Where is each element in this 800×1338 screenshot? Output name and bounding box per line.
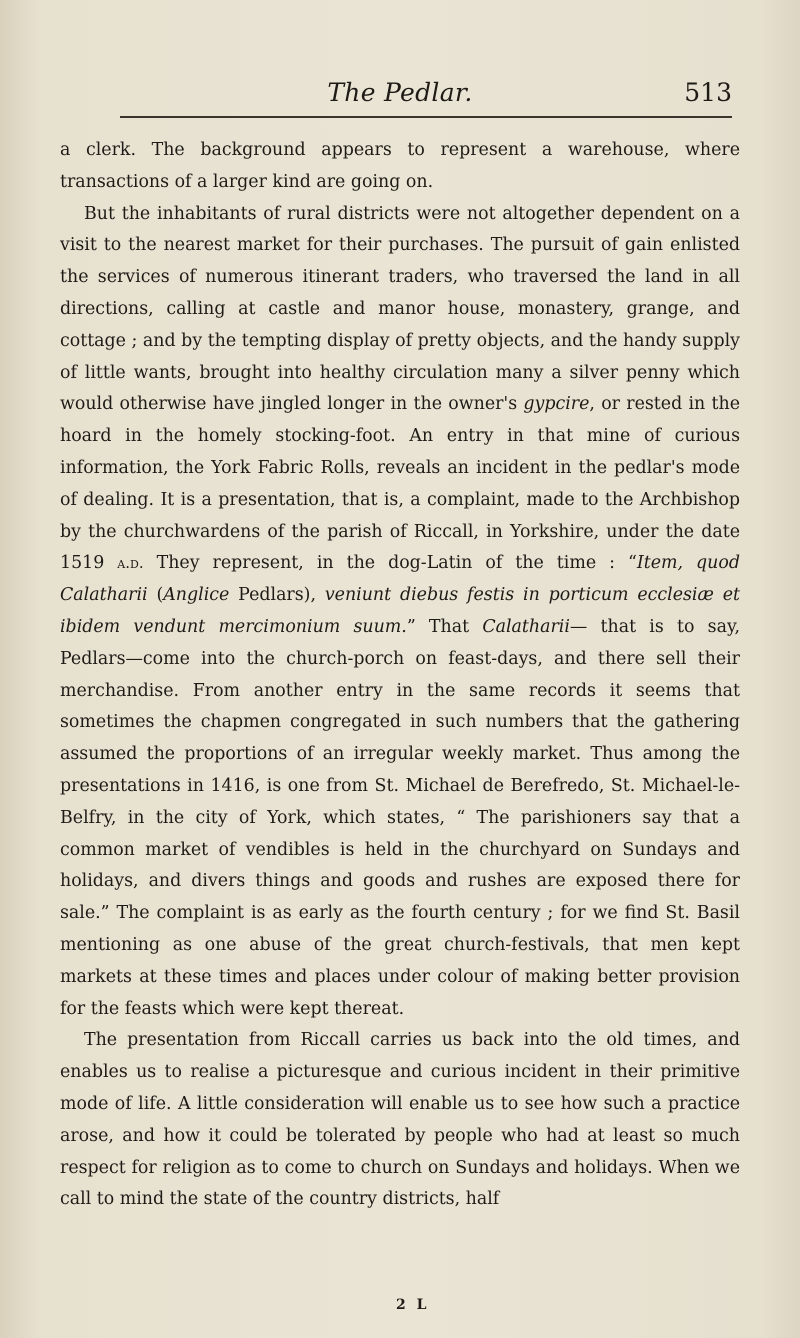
p2-text-a: But the inhabitants of rural districts were not altogether dependent on a visit to the nearest market for their purchases. The pursuit of gain enlisted the services of numerous itinerant traders, who traversed the land in all directions, calling at castle and manor house, monastery, grange, and cottage ; and by the tempting display of pretty objects, and the handy supply of little wants, brought into healthy circulation many a silver penny which would otherwise have jingled longer in the owner's	[60, 203, 740, 415]
p2-italic-gypcire: gypcire	[523, 394, 590, 415]
p2-italic-latin-2: veniunt diebus festis in porticum ecclesiæ et ibidem vendunt mercimonium suum.	[60, 585, 740, 637]
paragraph-1-text: a clerk. The background appears to represent a warehouse, where transactions of a larger kind are going on.	[60, 140, 740, 192]
paragraph-1	[60, 135, 740, 199]
paragraph-2	[60, 199, 740, 1026]
running-title: The Pedlar.	[327, 78, 473, 107]
p2-text-d: (	[147, 585, 164, 606]
page-number: 513	[684, 78, 732, 107]
running-head	[60, 78, 740, 118]
p2-text-e: Pedlars),	[229, 585, 325, 606]
p2-text-b: , or rested in the hoard in the homely stocking-foot. An entry in that mine of curious information, the York Fabric Rolls, reveals an incident in the pedlar's mode of dealing. It is a presentation, that is, a complaint, made to the Archbishop by the churchwardens of the parish of Riccall, in Yorkshire, under the date 1519	[60, 394, 740, 574]
p2-text-g: — that is to say, Pedlars—come into the church-porch on feast-days, and there sell their merchandise. From another entry in the same records it seems that sometimes the chapmen congregated in such numbers that the gathering assumed the proportions of an irregular weekly market. Thus among the presentations in 1416, is one from St. Michael de Berefredo, St. Michael-le-Belfry, in the city of York, which states, “ The parishioners say that a common market of vendibles is held in the churchyard on Sundays and holidays, and divers things and goods and rushes are exposed there for sale.” The complaint is as early as the fourth century ; for we find St. Basil mentioning as one abuse of the great church-festivals, that men kept markets at these times and places under colour of making better provision for the feasts which were kept thereat.	[60, 616, 741, 1019]
p2-smallcaps-ad: a.d.	[117, 554, 144, 573]
p2-italic-latin-1: Item, quod Calatharii	[60, 553, 740, 606]
header-rule	[120, 116, 732, 118]
paragraph-3-text: The presentation from Riccall carries us back into the old times, and enables us to realise a picturesque and curious incident in their primitive mode of life. A little consideration will enable us to see how such a practice arose, and how it could be tolerated by people who had at least so much respect for religion as to come to church on Sundays and holidays. When we call to mind the state of the country districts, half	[60, 1030, 740, 1210]
paragraph-3	[60, 1025, 740, 1216]
p2-italic-calatharii: Calatharii	[482, 616, 570, 637]
p2-italic-anglice: Anglice	[163, 585, 230, 606]
signature-mark: 2 L	[396, 1297, 430, 1313]
p2-text-f: ” That	[406, 616, 483, 637]
p2-text-c: They represent, in the dog-Latin of the time : “	[143, 553, 637, 574]
body-text	[60, 135, 740, 1216]
